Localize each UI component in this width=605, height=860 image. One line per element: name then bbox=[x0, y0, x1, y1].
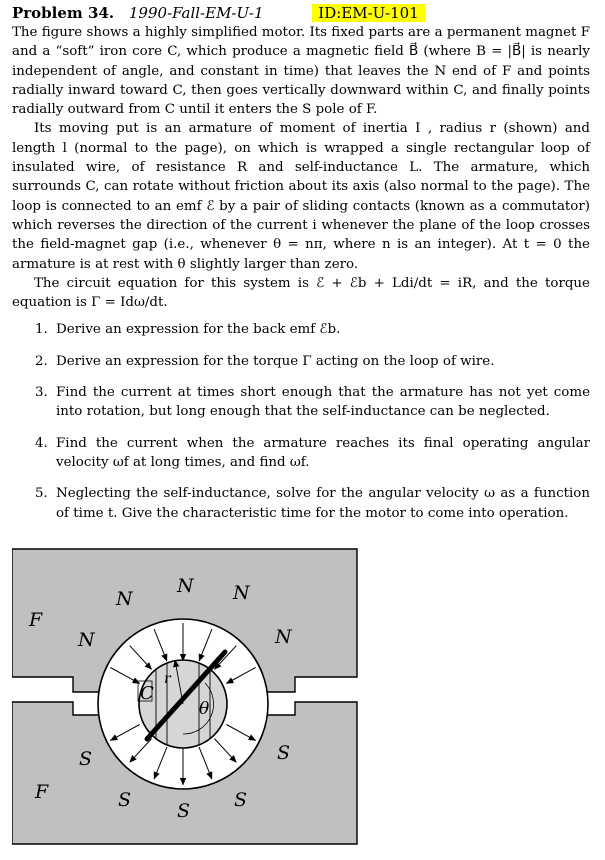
magnet-label-lower: F bbox=[35, 781, 49, 803]
theta-label: θ bbox=[199, 699, 210, 719]
north-label: N bbox=[275, 626, 292, 648]
paragraph-armature: Its moving put is an armature of moment of inertia I , radius r (shown) and length l (normal to the page), on which is wrapped a single rectangular loop of insulated wire, of resistance R and self-inductance L. The armature, which surrounds C, can rotate without friction about its axis (also normal to the page). The loop is connected to an emf ℰ by a pair of sliding contacts (known as a commutator) which reverses the direction of the current i whenever the plane of the loop crosses the field-magnet gap (i.e., whenever θ = nπ, where n is an integer). At t = 0 the armature is at rest with θ slightly larger than zero. bbox=[12, 121, 590, 272]
north-label: N bbox=[78, 629, 95, 651]
radius-label: r bbox=[164, 671, 171, 687]
motor-figure bbox=[12, 547, 360, 851]
motor-diagram bbox=[12, 547, 360, 847]
paragraph-equations: The circuit equation for this system is ℰ + ℰb + Ldi/dt = iR, and the torque equation is Γ = Idω/dt. bbox=[12, 275, 590, 311]
core-label: C bbox=[140, 683, 154, 704]
north-label: N bbox=[177, 575, 194, 597]
problem-source: 1990-Fall-EM-U-1 bbox=[128, 4, 264, 22]
problem-number: Problem 34. bbox=[12, 4, 115, 22]
south-label: S bbox=[277, 742, 291, 764]
problem-header bbox=[12, 4, 590, 23]
problem-page bbox=[12, 4, 590, 535]
magnet-label-upper: F bbox=[29, 609, 43, 631]
south-label: S bbox=[234, 789, 248, 811]
north-label: N bbox=[116, 588, 133, 610]
question-item: 2. Derive an expression for the torque Γ acting on the loop of wire. bbox=[52, 352, 590, 371]
question-item: 4. Find the current when the armature reaches its final operating angular velocity ωf at long times, and find ωf. bbox=[52, 434, 590, 473]
problem-id-badge: ID:EM-U-101 bbox=[312, 4, 424, 22]
question-list bbox=[12, 320, 590, 522]
question-item: 5. Neglecting the self-inductance, solve for the angular velocity ω as a function of time t. Give the characteristic time for the motor to come into operation. bbox=[52, 484, 590, 523]
south-label: S bbox=[177, 800, 191, 822]
question-item: 1. Derive an expression for the back emf ℰb. bbox=[52, 320, 590, 339]
south-label: S bbox=[79, 748, 93, 770]
paragraph-intro: The figure shows a highly simplified motor. Its fixed parts are a permanent magnet F and a “soft” iron core C, which produce a magnetic field B⃗ (where B = |B⃗| is nearly independent of angle, and constant in time) that leaves the N end of F and points radially inward toward C, then goes vertically downward within C, and finally points radially outward from C until it enters the S pole of F. bbox=[12, 25, 590, 118]
north-label: N bbox=[233, 582, 250, 604]
question-item: 3. Find the current at times short enough that the armature has not yet come into rotation, but long enough that the self-inductance can be neglected. bbox=[52, 383, 590, 422]
south-label: S bbox=[118, 789, 132, 811]
